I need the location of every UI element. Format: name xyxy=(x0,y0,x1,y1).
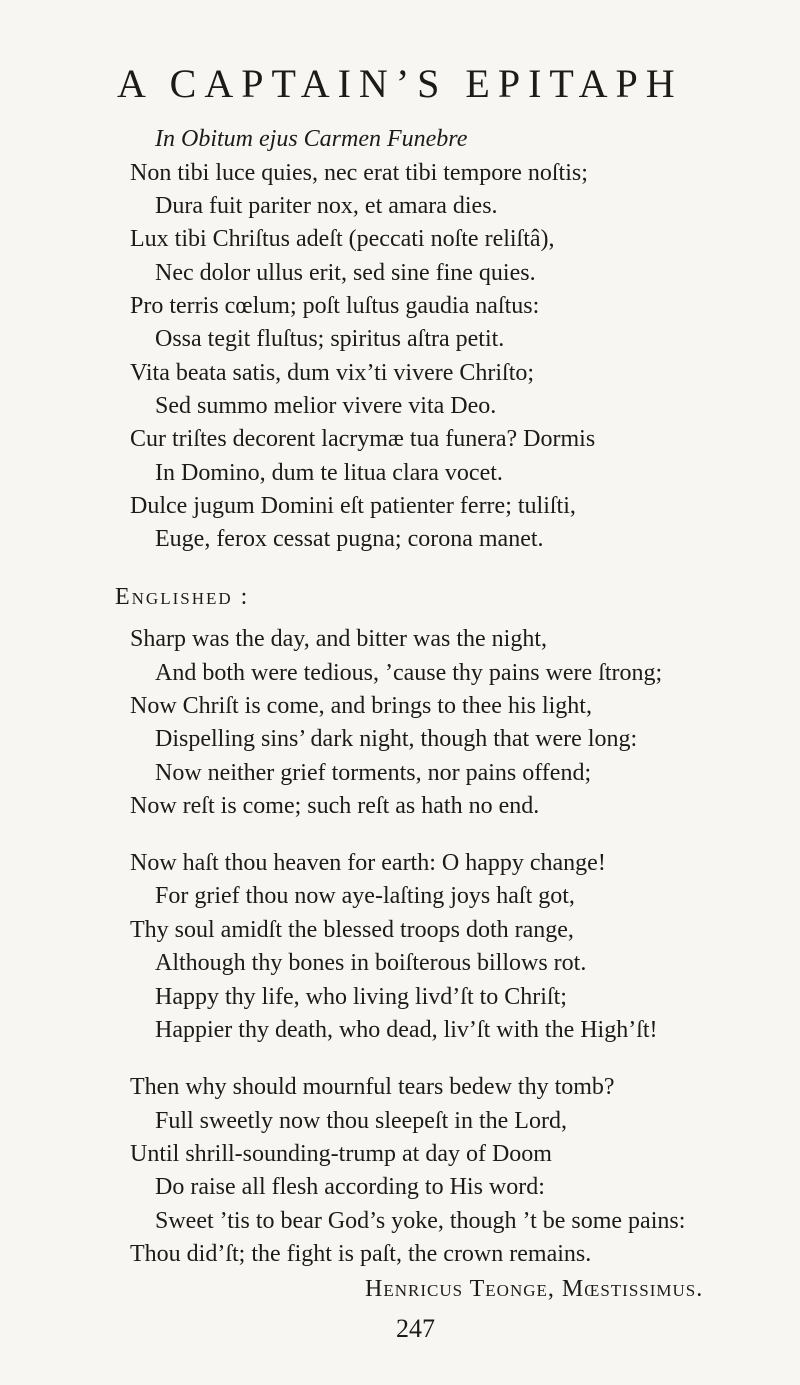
latin-line-7: Vita beata satis, dum vix’ti vivere Chriſto; xyxy=(130,360,535,386)
english-line-5: Now neither grief torments, nor pains offend; xyxy=(155,760,592,786)
latin-line-1: Non tibi luce quies, nec erat tibi tempore noſtis; xyxy=(130,160,588,186)
latin-line-11: Dulce jugum Domini eſt patienter ferre; tuliſti, xyxy=(130,493,576,519)
english-line-4: Dispelling sins’ dark night, though that were long: xyxy=(155,726,638,752)
english-line-1: Sharp was the day, and bitter was the night, xyxy=(130,626,548,652)
latin-line-3: Lux tibi Chriſtus adeſt (peccati noſte reliſtâ), xyxy=(130,226,555,252)
latin-line-9: Cur triſtes decorent lacrymæ tua funera? Dormis xyxy=(130,426,596,452)
english-line-9: Thy soul amidſt the blessed troops doth range, xyxy=(130,917,574,943)
page-title: A CAPTAIN’S EPITAPH xyxy=(117,61,683,106)
english-line-17: Sweet ’tis to bear God’s yoke, though ’t be some pains: xyxy=(155,1208,686,1234)
latin-line-4: Nec dolor ullus erit, sed sine fine quies. xyxy=(155,260,536,286)
english-line-15: Until shrill-sounding-trump at day of Doom xyxy=(130,1141,552,1167)
signature: Henricus Teonge, Mœſtissimus. xyxy=(365,1276,704,1302)
latin-line-5: Pro terris cœlum; poſt luſtus gaudia naſtus: xyxy=(130,293,540,319)
latin-line-12: Euge, ferox cessat pugna; corona manet. xyxy=(155,526,544,552)
english-line-12: Happier thy death, who dead, liv’ſt with the High’ſt! xyxy=(155,1017,658,1043)
english-line-10: Although thy bones in boiſterous billows rot. xyxy=(155,950,587,976)
english-line-14: Full sweetly now thou sleepeſt in the Lord, xyxy=(155,1108,567,1134)
englished-heading: Englished : xyxy=(115,584,250,610)
latin-line-10: In Domino, dum te litua clara vocet. xyxy=(155,460,503,486)
latin-line-6: Ossa tegit fluſtus; spiritus aſtra petit. xyxy=(155,326,505,352)
english-line-6: Now reſt is come; such reſt as hath no end. xyxy=(130,793,540,819)
english-line-18: Thou did’ſt; the fight is paſt, the crown remains. xyxy=(130,1241,592,1267)
english-line-7: Now haſt thou heaven for earth: O happy change! xyxy=(130,850,606,876)
english-line-3: Now Chriſt is come, and brings to thee his light, xyxy=(130,693,592,719)
latin-line-2: Dura fuit pariter nox, et amara dies. xyxy=(155,193,498,219)
english-line-16: Do raise all flesh according to His word: xyxy=(155,1174,545,1200)
english-line-11: Happy thy life, who living livd’ſt to Chriſt; xyxy=(155,984,567,1010)
english-line-2: And both were tedious, ’cause thy pains were ſtrong; xyxy=(155,660,663,686)
latin-subtitle: In Obitum ejus Carmen Funebre xyxy=(155,126,468,152)
page-number: 247 xyxy=(396,1314,435,1343)
latin-line-8: Sed summo melior vivere vita Deo. xyxy=(155,393,497,419)
english-line-8: For grief thou now aye-laſting joys haſt got, xyxy=(155,883,575,909)
english-line-13: Then why should mournful tears bedew thy tomb? xyxy=(130,1074,615,1100)
